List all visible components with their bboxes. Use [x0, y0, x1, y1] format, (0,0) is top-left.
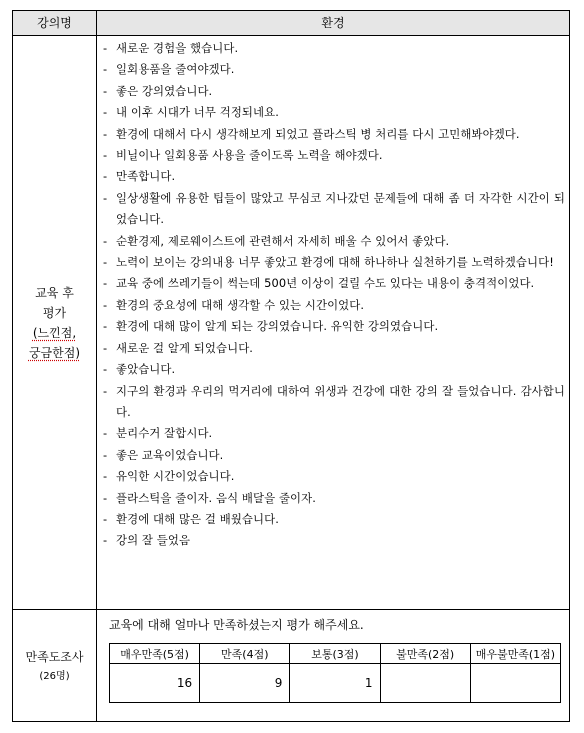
- survey-question: 교육에 대해 얼마나 만족하셨는지 평가 해주세요.: [109, 618, 364, 632]
- table-cell: 16: [110, 664, 200, 703]
- list-item: - 환경에 대해 많은 걸 배웠습니다.: [103, 509, 565, 530]
- column-divider: [96, 11, 97, 721]
- list-item: - 플라스틱을 줄이자. 음식 배달을 줄이자.: [103, 488, 565, 509]
- list-item: - 좋은 강의였습니다.: [103, 81, 565, 102]
- survey-label: 만족도조사 (26명): [13, 647, 96, 687]
- list-item: - 일상생활에 유용한 팁들이 많았고 무심코 지나갔던 문제들에 대해 좀 더 자각한 시간이 되었습니다.: [103, 188, 565, 231]
- column-header: 만족(4점): [200, 644, 290, 664]
- column-header: 불만족(2점): [380, 644, 470, 664]
- evaluation-label: 교육 후 평가 (느낀점, 궁금한점): [28, 286, 81, 360]
- table-cell: [470, 664, 560, 703]
- table-cell: [380, 664, 470, 703]
- list-item: - 교육 중에 쓰레기들이 썩는데 500년 이상이 걸릴 수도 있다는 내용이 충격적이었다.: [103, 273, 565, 294]
- list-item: - 비닐이나 일회용품 사용을 줄이도록 노력을 해야겠다.: [103, 145, 565, 166]
- list-item: - 만족합니다.: [103, 166, 565, 187]
- column-header: 보통(3점): [290, 644, 380, 664]
- list-item: - 순환경제, 제로웨이스트에 관련해서 자세히 배울 수 있어서 좋았다.: [103, 231, 565, 252]
- column-header: 매우만족(5점): [110, 644, 200, 664]
- list-item: - 지구의 환경과 우리의 먹거리에 대하여 위생과 건강에 대한 강의 잘 들었습니다. 감사합니다.: [103, 381, 565, 424]
- satisfaction-table: [109, 643, 561, 703]
- list-item: - 노력이 보이는 강의내용 너무 좋았고 환경에 대해 하나하나 실천하기를 노력하겠습니다!: [103, 252, 565, 273]
- list-item: - 좋았습니다.: [103, 359, 565, 380]
- list-item: - 환경의 중요성에 대해 생각할 수 있는 시간이었다.: [103, 295, 565, 316]
- lecture-label: 강의명: [37, 16, 72, 30]
- list-item: - 환경에 대해서 다시 생각해보게 되었고 플라스틱 병 처리를 다시 고민해봐야겠다.: [103, 124, 565, 145]
- list-item: - 환경에 대해 많이 알게 되는 강의였습니다. 유익한 강의였습니다.: [103, 316, 565, 337]
- column-header: 매우불만족(1점): [470, 644, 560, 664]
- survey-count: (26명): [39, 671, 70, 682]
- list-item: - 새로운 걸 알게 되었습니다.: [103, 338, 565, 359]
- lecture-name: 환경: [321, 16, 345, 30]
- list-item: - 내 이후 시대가 너무 걱정되네요.: [103, 102, 565, 123]
- table-row: [110, 664, 561, 703]
- comment-list: [103, 38, 565, 552]
- evaluation-table: [12, 10, 570, 722]
- list-item: - 일회용품을 줄여야겠다.: [103, 59, 565, 80]
- list-item: - 분리수거 잘합시다.: [103, 423, 565, 444]
- list-item: - 새로운 경험을 했습니다.: [103, 38, 565, 59]
- list-item: - 유익한 시간이었습니다.: [103, 466, 565, 487]
- row-divider: [13, 609, 569, 610]
- table-cell: 9: [200, 664, 290, 703]
- list-item: - 좋은 교육이었습니다.: [103, 445, 565, 466]
- table-cell: 1: [290, 664, 380, 703]
- list-item: - 강의 잘 들었음: [103, 530, 565, 551]
